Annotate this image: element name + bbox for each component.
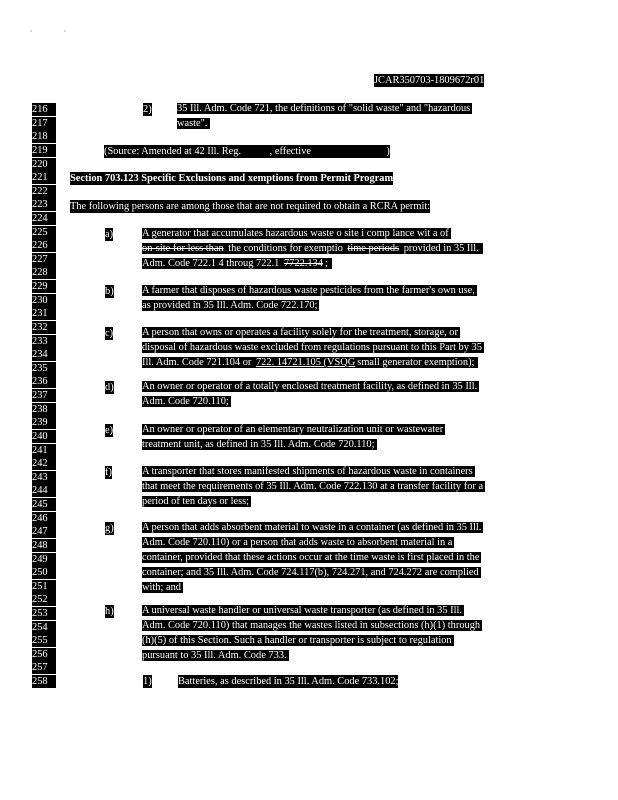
text-line: An owner or operator of a totally enclosed treatment facility, as defined in 35 Ill. (142, 381, 478, 392)
line-number: 221 (32, 171, 56, 184)
line-number: 219 (32, 144, 56, 157)
line-number: 225 (32, 226, 56, 239)
line-number: 251 (32, 580, 56, 593)
item-marker-a: a) (105, 229, 114, 240)
line-number: 240 (32, 430, 56, 443)
text-line: A farmer that disposes of hazardous waste pesticides from the farmer's own use, (142, 285, 475, 296)
text-line: Adm. Code 720.110; (142, 396, 229, 407)
line-number: 228 (32, 266, 56, 279)
item-marker-h: h) (105, 606, 114, 617)
line-number: 226 (32, 239, 56, 252)
line-number: 247 (32, 525, 56, 538)
text-line: container, provided that these actions occur at the time waste is first placed in the (142, 552, 480, 563)
subitem-marker-1: 1) (143, 676, 152, 687)
line-number: 246 (32, 512, 56, 525)
text-line: Adm. Code 720.110) that manages the wastes listed in subsections (h)(1) through (142, 620, 481, 631)
line-number: 250 (32, 566, 56, 579)
item-marker-c: c) (105, 328, 114, 339)
text-line: A person that owns or operates a facility solely for the treatment, storage, or (142, 327, 458, 338)
item-g-text (142, 520, 483, 595)
text-line: waste". (177, 118, 208, 129)
item-marker-2: 2) (143, 104, 152, 115)
text-line: (h)(5) of this Section. Such a handler or transporter is subject to regulation (142, 635, 452, 646)
line-number: 237 (32, 389, 56, 402)
document-id: JCAR350703-1809672r01 (374, 75, 485, 86)
text-line: disposal of hazardous waste excluded from regulations pursuant to this Part by 35 (142, 342, 482, 353)
text-line: on-site for less than the conditions for exemptio time periods provided in 35 Ill. (142, 241, 483, 256)
text-line: container; and 35 Ill. Adm. Code 724.117(b), 724.271, and 724.272 are complied (142, 567, 479, 578)
line-number: 223 (32, 198, 56, 211)
item-marker-d: d) (105, 382, 114, 393)
item-e-text (142, 422, 445, 452)
line-number: 242 (32, 457, 56, 470)
item-d-text (142, 379, 479, 409)
item-marker-e: e) (105, 425, 114, 436)
line-number: 229 (32, 280, 56, 293)
text-line: pursuant to 35 Ill. Adm. Code 733. (142, 650, 287, 661)
item-marker-f: f) (105, 467, 112, 478)
line-number: 255 (32, 634, 56, 647)
line-number: 252 (32, 593, 56, 606)
line-number: 257 (32, 661, 56, 674)
section-heading: Section 703.123 Specific Exclusions and xemptions from Permit Program (70, 173, 394, 184)
text-line: Adm. Code 722.1 4 throug 722.1 7722.134 ; (142, 256, 483, 271)
line-number: 254 (32, 621, 56, 634)
text-line: A transporter that stores manifested shipments of hazardous waste in containers (142, 466, 473, 477)
text-line: treatment unit, as defined in 35 Ill. Adm. Code 720.110; (142, 439, 375, 450)
line-number: 258 (32, 675, 56, 688)
text-line: as provided in 35 Ill. Adm. Code 722.170; (142, 300, 318, 311)
line-number: 230 (32, 294, 56, 307)
text-line: A universal waste handler or universal waste transporter (as defined in 35 Ill. (142, 605, 462, 616)
line-number: 232 (32, 321, 56, 334)
text-line: A person that adds absorbent material to waste in a container (as defined in 35 Ill. (142, 522, 482, 533)
line-number: 216 (32, 103, 56, 116)
line-number: 217 (32, 117, 56, 130)
text-line: period of ten days or less; (142, 496, 250, 507)
item-c-text (142, 325, 484, 370)
item-marker-g: g) (105, 523, 114, 534)
text-line: that meet the requirements of 35 Ill. Adm. Code 722.130 at a transfer facility for a (142, 481, 484, 492)
line-number: 241 (32, 444, 56, 457)
line-number: 220 (32, 158, 56, 171)
line-number: 236 (32, 375, 56, 388)
item-a-text (142, 226, 483, 271)
line-number: 233 (32, 335, 56, 348)
item-f-text (142, 464, 485, 509)
line-number: 245 (32, 498, 56, 511)
subitem-1-text: Batteries, as described in 35 Ill. Adm. Code 733.102; (178, 676, 399, 687)
scan-speck (30, 30, 32, 32)
item-b-text (142, 283, 477, 313)
line-number: 243 (32, 471, 56, 484)
line-number: 238 (32, 403, 56, 416)
line-number: 248 (32, 539, 56, 552)
line-number: 249 (32, 553, 56, 566)
text-line: with; and (142, 582, 181, 593)
item-h-text (142, 603, 482, 663)
source-note: (Source: Amended at 42 Ill. Reg. , effective ) (104, 146, 390, 157)
line-number: 231 (32, 307, 56, 320)
text-line: Ill. Adm. Code 721.104 or 722. 14721.105 (VSQG small generator exemption); (142, 355, 484, 370)
line-number: 227 (32, 253, 56, 266)
line-number: 235 (32, 362, 56, 375)
text-line: An owner or operator of an elementary neutralization unit or wastewater (142, 424, 444, 435)
line-number: 234 (32, 348, 56, 361)
line-number: 224 (32, 212, 56, 225)
line-number: 222 (32, 185, 56, 198)
line-number: 244 (32, 484, 56, 497)
line-number: 218 (32, 130, 56, 143)
item-2-text (177, 101, 472, 131)
text-line: A generator that accumulates hazardous waste o site i comp lance wit a of (142, 228, 449, 239)
scan-speck (64, 30, 66, 32)
intro-text: The following persons are among those that are not required to obtain a RCRA permit: (70, 201, 431, 212)
text-line: Adm. Code 720.110) or a person that adds waste to absorbent material in a (142, 537, 453, 548)
text-line: 35 Ill. Adm. Code 721, the definitions of "solid waste" and "hazardous (177, 103, 471, 114)
line-number: 239 (32, 416, 56, 429)
line-number: 253 (32, 607, 56, 620)
line-number: 256 (32, 648, 56, 661)
item-marker-b: b) (105, 286, 114, 297)
